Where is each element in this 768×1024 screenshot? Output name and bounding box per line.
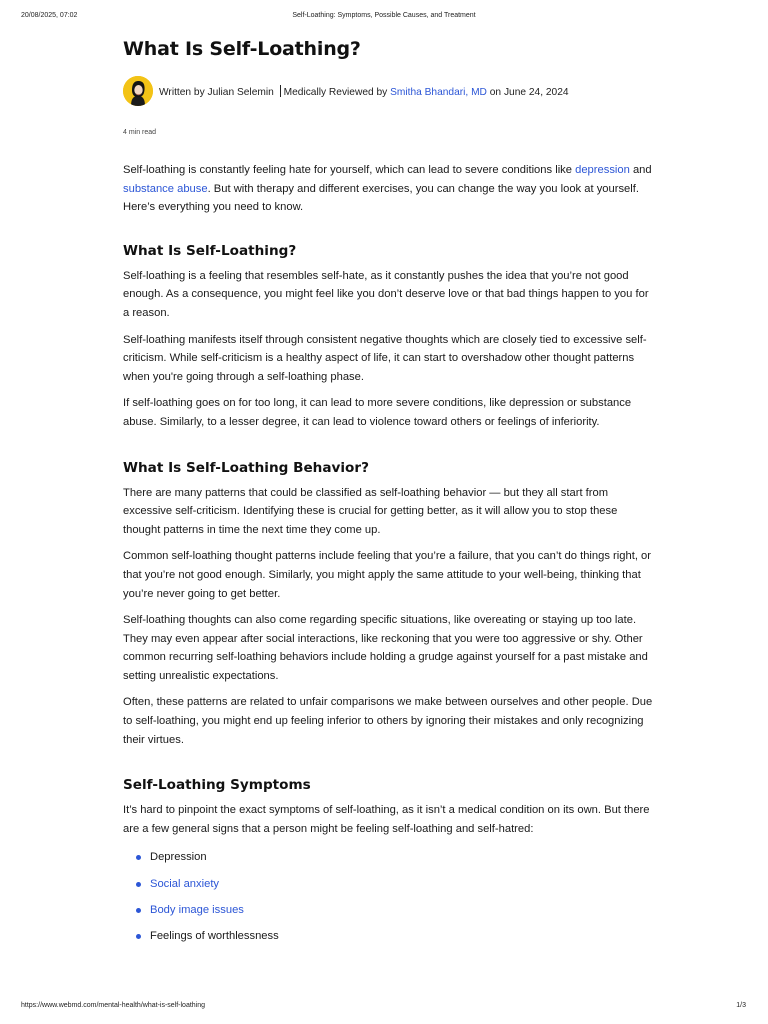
list-item[interactable]	[123, 875, 653, 894]
section-paragraph: There are many patterns that could be classified as self-loathing behavior — but they all start from excessive self-criticism. Identifying these is crucial for getting better, as it will allow you to stop these thought patterns in time the next time they come up.	[123, 486, 618, 536]
reviewed-by-label: Medically Reviewed by	[283, 87, 388, 98]
publish-date: June 24, 2024	[503, 87, 569, 98]
page-title: What Is Self-Loathing?	[123, 38, 361, 60]
bullet-dot-icon	[136, 908, 141, 913]
author-name[interactable]: Julian Selemin	[207, 87, 274, 98]
section-paragraph: Self-loathing is a feeling that resembles self-hate, as it constantly pushes the idea that you’re not good enough. As a consequence, you might feel like you don’t deserve love or that bad things happen to you for a reason.	[123, 269, 649, 319]
section-paragraph: It’s hard to pinpoint the exact symptoms of self-loathing, as it isn’t a medical condition on its own. But there are a few general signs that a person might be feeling self-loathing and self-hatred:	[123, 804, 650, 835]
intro-paragraph	[123, 161, 653, 217]
date-prefix: on	[489, 87, 502, 98]
bullet-dot-icon	[136, 934, 141, 939]
depression-link[interactable]: depression	[575, 164, 630, 176]
bullet-dot-icon	[136, 855, 141, 860]
byline-text	[159, 85, 569, 100]
author-avatar[interactable]	[123, 76, 153, 106]
print-datetime: 20/08/2025, 07:02	[21, 12, 78, 19]
intro-text-1: Self-loathing is constantly feeling hate for yourself, which can lead to severe conditions like	[123, 164, 572, 176]
list-item-text: Depression	[150, 851, 207, 864]
social-anxiety-link[interactable]: Social anxiety	[150, 877, 220, 890]
section-paragraph: Common self-loathing thought patterns include feeling that you’re a failure, that you can’t do things right, or that you’re not good enough. Similarly, you might apply the same attitude to your well-being, thinking that you’re never going to get better.	[123, 550, 651, 600]
list-item[interactable]	[123, 901, 653, 920]
written-by-label: Written by	[159, 87, 205, 98]
print-url: https://www.webmd.com/mental-health/what-is-self-loathing	[21, 1002, 206, 1009]
section-heading: What Is Self-Loathing Behavior?	[123, 459, 369, 476]
article	[123, 34, 653, 953]
symptoms-list	[123, 848, 653, 945]
print-header	[0, 12, 768, 24]
section-paragraph: Self-loathing manifests itself through consistent negative thoughts which are closely tied to excessive self-criticism. While self-criticism is a healthy aspect of life, it can start to overshadow other thought patterns when you're going through a self-loathing phase.	[123, 333, 647, 383]
read-time: 4 min read	[123, 129, 157, 136]
section-heading: What Is Self-Loathing?	[123, 242, 297, 259]
section-paragraph: Self-loathing thoughts can also come regarding specific situations, like overeating or staying up too late. They may even appear after social interactions, like reckoning that you were too aggressive or shy. Other common recurring self-loathing behaviors include holding a grudge against yourself for a past mistake and setting unrealistic expectations.	[123, 614, 648, 682]
avatar-portrait-icon	[123, 76, 153, 106]
page-number: 1/3	[736, 1002, 746, 1009]
intro-text-3: . But with therapy and different exercises, you can change the way you look at yourself. Here’s everything you need to know.	[123, 182, 639, 214]
section-paragraph: Often, these patterns are related to unfair comparisons we make between ourselves and other people. Due to self-loathing, you might end up feeling inferior to others by ignoring their mistakes and only recognizing their virtues.	[123, 696, 653, 746]
list-item	[123, 927, 653, 946]
print-title: Self-Loathing: Symptoms, Possible Causes, and Treatment	[292, 12, 476, 19]
body-image-issues-link[interactable]: Body image issues	[150, 903, 244, 916]
intro-text-2: and	[632, 164, 652, 176]
reviewer-link[interactable]: Smitha Bhandari, MD	[390, 87, 487, 98]
list-item-text: Feelings of worthlessness	[150, 930, 279, 942]
byline	[123, 76, 653, 110]
section-heading: Self-Loathing Symptoms	[123, 777, 311, 794]
list-item	[123, 848, 653, 867]
substance-abuse-link[interactable]: substance abuse	[123, 182, 208, 195]
section-paragraph: If self-loathing goes on for too long, it can lead to more severe conditions, like depression or substance abuse. Similarly, to a lesser degree, it can lead to violence toward others or feelings of inferiority.	[123, 397, 632, 428]
bullet-dot-icon	[136, 882, 141, 887]
byline-separator	[280, 85, 281, 97]
print-footer	[0, 1002, 768, 1014]
